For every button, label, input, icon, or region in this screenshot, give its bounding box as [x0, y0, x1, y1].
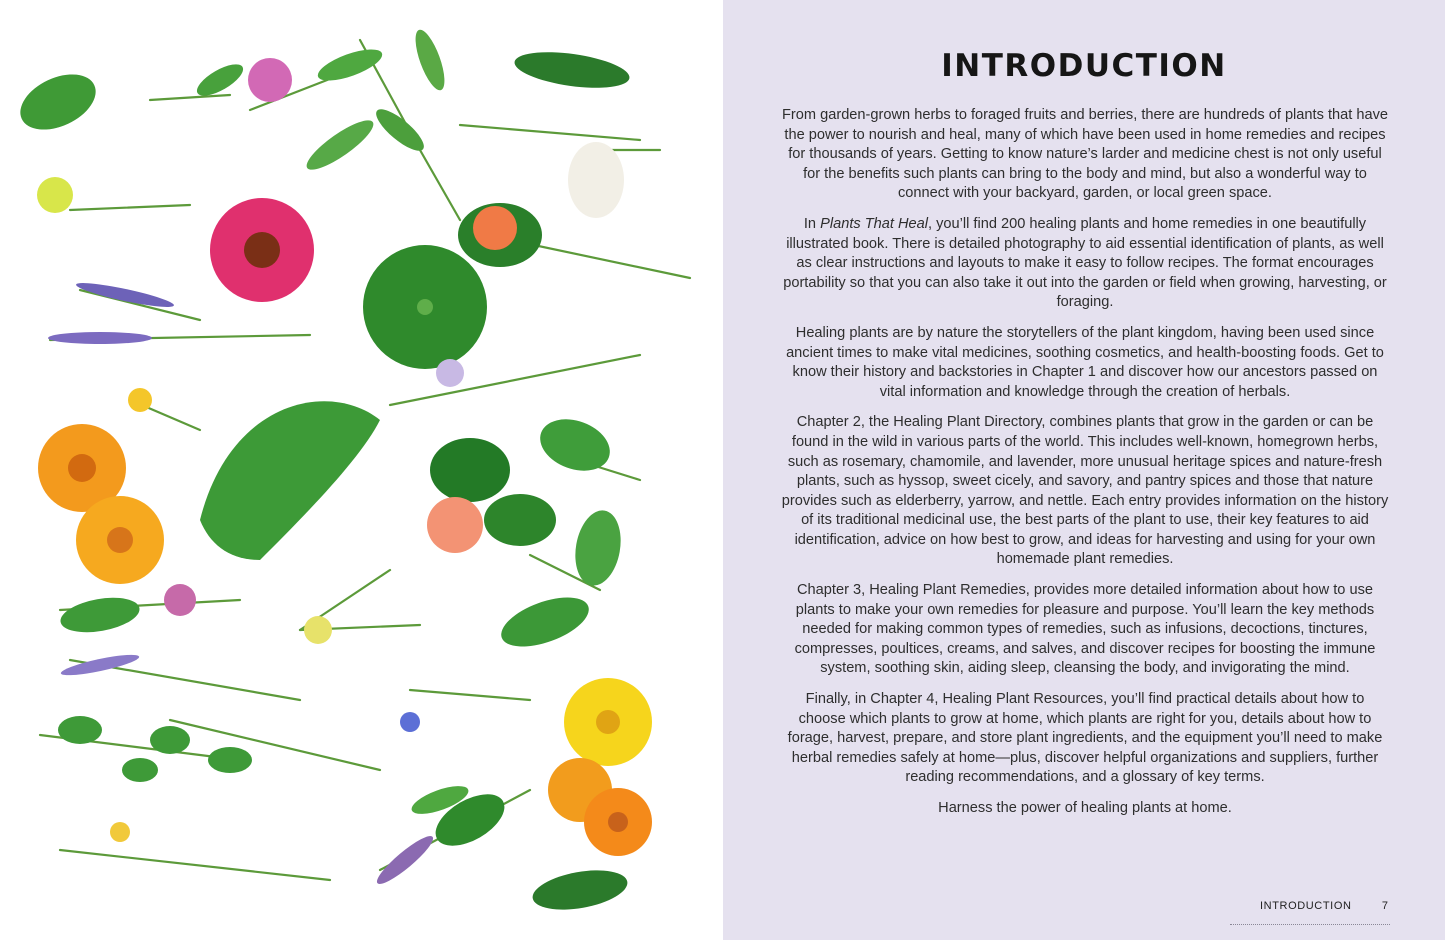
marigold-flowers: [38, 424, 652, 856]
paragraph-4: Chapter 2, the Healing Plant Directory, combines plants that grow in the garden or can be found in the wild in various parts of the world. This includes well-known, homegrown herbs, such as rosemary, chamomile, and lavender, more unusual heritage spices and nature-fresh plants, such as hyssop, sweet cicely, and savory, and pantry spices and those that nature provides such as elderberry, yarrow, and nettle. Each entry provides information on the history of its traditional medicinal use, the best parts of the plant to use, their key features to aid identification, advice on how best to grow, and ideas for harvesting and using for your own homemade plant remedies.: [781, 414, 1389, 568]
paragraph-2: In Plants That Heal, you’ll find 200 healing plants and home remedies in one beautifully illustrated book. There is detailed photography to aid essential identification of plants, as well as clear instructions and layouts to make it easy to follow recipes. The format encourages portability so that you can also take it out into the garden or field when growing, harvesting, or foraging.: [783, 215, 1387, 311]
introduction-page: [723, 0, 1445, 940]
paragraph-3: Healing plants are by nature the storytellers of the plant kingdom, having been used since ancient times to make vital medicines, soothing cosmetics, and health-boosting foods. Get to know their history and backstories in Chapter 1 and discover how our ancestors passed on vital information and knowledge through the creation of herbals.: [786, 324, 1384, 400]
running-footer: [1230, 898, 1390, 918]
echinacea-flower: [210, 198, 314, 302]
introduction-text: [781, 106, 1389, 830]
footer-dotted-rule: [1230, 924, 1390, 925]
paragraph-7: Harness the power of healing plants at home.: [938, 800, 1232, 816]
paragraph-1: From garden-grown herbs to foraged fruits and berries, there are hundreds of plants that have the power to nourish and heal, many of which have been used in home remedies and recipes for thousands of years. Getting to know nature’s larder and medicine chest is not only useful for the benefits such plants can bring to the body and mind, but also a wonderful way to connect with your backyard, garden, or local green space.: [782, 107, 1388, 202]
footer-section-label: INTRODUCTION: [1260, 900, 1352, 912]
paragraph-5: Chapter 3, Healing Plant Remedies, provides more detailed information about how to use plants to make your own remedies for pleasure and purpose. You’ll learn the key methods needed for making common types of remedies, such as infusions, decoctions, tinctures, compresses, poultices, creams, and salves, and discover recipes for boosting the immune system, soothing skin, aiding sleep, cleansing the body, and invigorating the mind.: [794, 582, 1376, 677]
page-title: INTRODUCTION: [941, 48, 1227, 84]
page-number: 7: [1381, 900, 1388, 912]
paragraph-6: Finally, in Chapter 4, Healing Plant Resources, you’ll find practical details about how to choose which plants to grow at home, which plants are right for you, details about how to forage, harvest, prepare, and store plant ingredients, and the equipment you’ll need to make herbal remedies safely at home—plus, discover helpful organizations and suppliers, further reading recommendations, and a glossary of key terms.: [787, 691, 1383, 786]
lavender-sprigs: [48, 279, 438, 890]
book-title-italic: Plants That Heal: [820, 215, 928, 232]
